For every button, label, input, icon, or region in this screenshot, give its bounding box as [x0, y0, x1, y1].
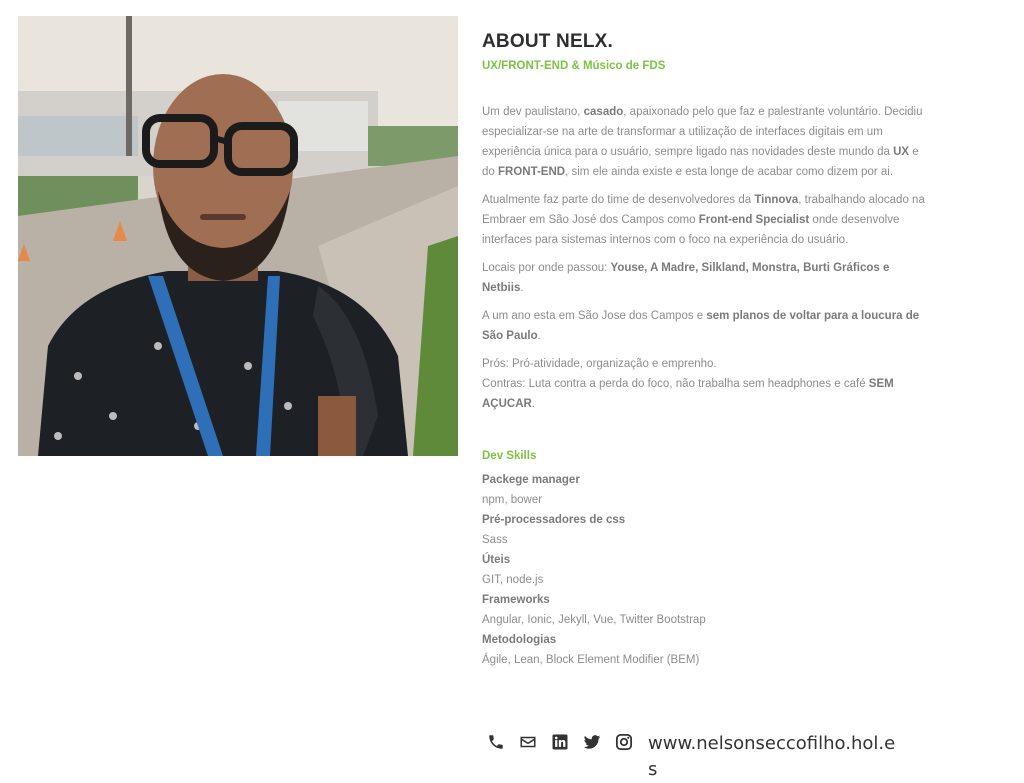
skill-category: Packege manager	[482, 474, 580, 486]
bio-emphasis: Youse, A Madre, Silkland, Monstra, Burti Gráficos e Netbiis	[482, 262, 890, 294]
skills-list	[482, 470, 932, 670]
bio-emphasis: Front-end Specialist	[698, 214, 810, 226]
bio-paragraph	[482, 258, 932, 298]
bio-text-run: Atualmente faz parte do time de desenvolvedores da	[482, 194, 755, 206]
bio-emphasis: sem planos de voltar para a loucura de São Paulo	[482, 310, 920, 342]
bio-text-run: onde desenvolve interfaces para sistemas internos com o foco na experiência do usuário.	[482, 214, 900, 246]
page-subtitle: UX/FRONT-END & Músico de FDS	[482, 60, 666, 72]
skill-category: Metodologias	[482, 634, 557, 646]
bio-text-run: .	[531, 398, 536, 410]
bio-text-run: Prós: Pró-atividade, organização e emprenho.	[482, 358, 717, 370]
bio-emphasis: FRONT-END	[498, 166, 566, 178]
dev-skills-title: Dev Skills	[482, 450, 537, 462]
skill-category: Úteis	[482, 554, 511, 566]
profile-photo	[18, 16, 458, 456]
dev-skills	[482, 446, 932, 670]
about-section	[482, 28, 932, 670]
twitter-icon[interactable]	[583, 733, 601, 751]
bio-emphasis: casado	[583, 106, 624, 118]
bio-paragraph	[482, 190, 932, 250]
website-link[interactable]: www.nelsonseccofilho.hol.es	[648, 733, 896, 780]
bio-paragraph	[482, 306, 932, 346]
skill-category: Frameworks	[482, 594, 550, 606]
profile-photo-image	[18, 16, 458, 456]
bio-text-run: Um dev paulistano,	[482, 106, 584, 118]
bio-paragraph	[482, 354, 932, 414]
skill-value: GIT, node.js	[482, 574, 544, 586]
skill-value: Angular, Ionic, Jekyll, Vue, Twitter Bootstrap	[482, 614, 706, 626]
bio-emphasis: SEM AÇUCAR	[482, 378, 894, 410]
phone-icon[interactable]	[487, 733, 505, 751]
skill-value: Sass	[482, 534, 508, 546]
bio-text-run: e do	[482, 146, 919, 178]
bio-text-run: .	[520, 282, 524, 294]
bio-text-run: Locais por onde passou:	[482, 262, 611, 274]
bio-text-run: .	[537, 330, 541, 342]
page-title: ABOUT NELX.	[482, 31, 613, 52]
social-links	[487, 733, 647, 751]
linkedin-icon[interactable]	[551, 733, 569, 751]
instagram-icon[interactable]	[615, 733, 633, 751]
bio-text-run: , apaixonado pelo que faz e palestrante voluntário. Decidiu especializar-se na arte de transformar a utilização de interfaces digitais em um experiência única para o usuário, sempre ligado nas novidades deste mundo da	[482, 106, 923, 158]
bio-emphasis: UX	[893, 146, 910, 158]
skill-value: Ágile, Lean, Block Element Modifier (BEM)	[482, 654, 700, 666]
bio-paragraph	[482, 102, 932, 182]
skill-category: Pré-processadores de css	[482, 514, 626, 526]
skill-value: npm, bower	[482, 494, 543, 506]
bio-text-run: Contras: Luta contra a perda do foco, não trabalha sem headphones e café	[482, 378, 869, 390]
bio-text-run: , trabalhando alocado na Embraer em São José dos Campos como	[482, 194, 925, 226]
bio-text-run: , sim ele ainda existe e esta longe de acabar como dizem por ai.	[565, 166, 894, 178]
bio-text-run: A um ano esta em São Jose dos Campos e	[482, 310, 707, 322]
bio-emphasis: Tinnova	[754, 194, 799, 206]
mail-icon[interactable]	[519, 733, 537, 751]
bio-text	[482, 102, 932, 414]
